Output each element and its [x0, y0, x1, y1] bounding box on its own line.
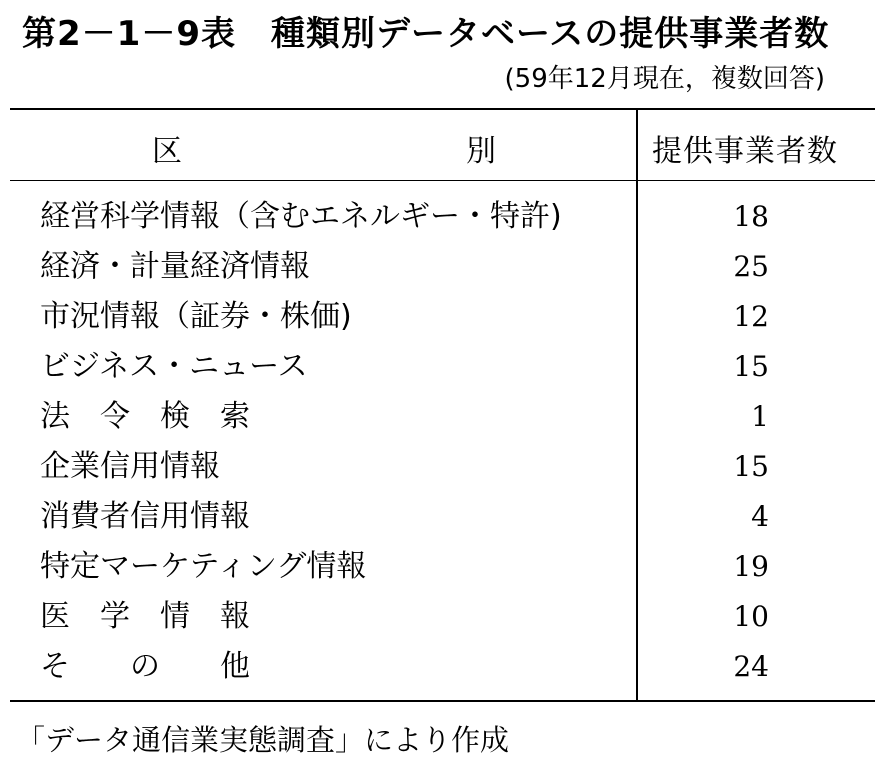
row-value: 25: [733, 250, 769, 283]
row-category: 法 令 検 索: [40, 399, 250, 434]
row-value: 18: [733, 200, 769, 233]
table-title: 第2－1－9表 種類別データベースの提供事業者数: [22, 14, 830, 54]
row-category: 医 学 情 報: [40, 599, 250, 634]
row-value: 15: [733, 450, 769, 483]
table-row: [0, 494, 885, 544]
header-rule: [10, 180, 875, 181]
table-row: [0, 194, 885, 244]
row-category: 市況情報（証券・株価): [40, 299, 352, 334]
bottom-rule: [10, 700, 875, 702]
header-count: 提供事業者数: [652, 134, 838, 169]
row-value: 12: [733, 300, 769, 333]
row-value: 24: [733, 650, 769, 683]
table-subtitle: (59年12月現在，複数回答): [504, 64, 825, 94]
table-row: [0, 544, 885, 594]
row-category: 経済・計量経済情報: [40, 249, 310, 284]
row-value: 1: [751, 400, 769, 433]
table-row: [0, 444, 885, 494]
row-category: 特定マーケティング情報: [40, 549, 367, 584]
row-category: そ の 他: [40, 649, 250, 684]
table-row: [0, 294, 885, 344]
row-value: 4: [751, 500, 769, 533]
row-category: 消費者信用情報: [40, 499, 250, 534]
header-category-char-1: 区: [152, 134, 182, 169]
row-value: 10: [733, 600, 769, 633]
source-note: 「データ通信業実態調査」により作成: [16, 723, 510, 757]
row-category: 経営科学情報（含むエネルギー・特許): [40, 199, 562, 234]
row-value: 19: [733, 550, 769, 583]
table-body: [0, 194, 885, 694]
header-category-char-2: 別: [466, 134, 496, 169]
table-row: [0, 644, 885, 694]
table-row: [0, 244, 885, 294]
top-rule: [10, 108, 875, 110]
row-category: 企業信用情報: [40, 449, 220, 484]
table-row: [0, 594, 885, 644]
row-category: ビジネス・ニュース: [40, 349, 308, 384]
table-row: [0, 344, 885, 394]
table-row: [0, 394, 885, 444]
row-value: 15: [733, 350, 769, 383]
